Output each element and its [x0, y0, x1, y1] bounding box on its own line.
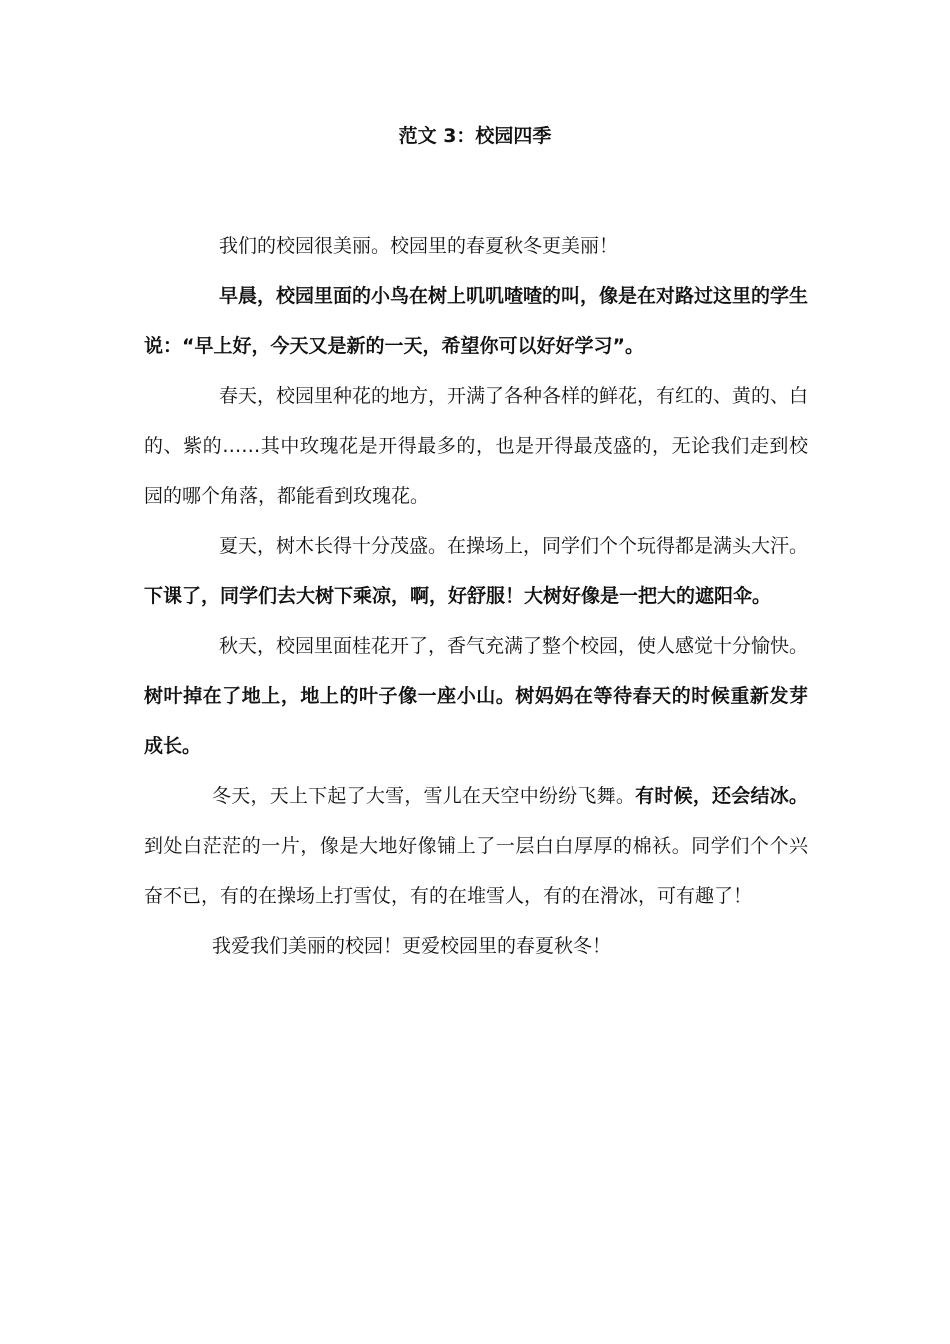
- text-segment: 我们的校园很美丽。校园里的春夏秋冬更美丽！: [219, 235, 619, 257]
- paragraph-autumn: [144, 621, 808, 771]
- paragraph-closing: [144, 921, 808, 971]
- text-segment-bold: 有时候，还会结冰。: [635, 785, 808, 807]
- text-segment-bold: 下课了，同学们去大树下乘凉，啊，好舒服！大树好像是一把大的遮阳伞。: [144, 585, 772, 607]
- paragraph-summer: [144, 521, 808, 621]
- paragraph-winter: [144, 771, 808, 921]
- text-segment: 早晨，校园里面的小鸟在树上叽叽喳喳的叫，像是在对路过这里的学生说：“早上好，今天又是新的一天，希望你可以好好学习”。: [144, 285, 809, 357]
- document-title: 范文 3：校园四季: [398, 125, 552, 147]
- text-segment: 夏天，树木长得十分茂盛。在操场上，同学们个个玩得都是满头大汗。: [219, 535, 809, 557]
- text-segment: 我爱我们美丽的校园！更爱校园里的春夏秋冬！: [212, 935, 612, 957]
- text-segment: 冬天，天上下起了大雪，雪儿在天空中纷纷飞舞。: [212, 785, 636, 807]
- essay-body: [144, 221, 808, 971]
- paragraph-morning: [144, 271, 808, 371]
- text-segment: 到处白茫茫的一片，像是大地好像铺上了一层白白厚厚的棉袄。同学们个个兴奋不已，有的在操场上打雪仗，有的在堆雪人，有的在滑冰，可有趣了！: [144, 835, 808, 907]
- paragraph-spring: [144, 371, 808, 521]
- paragraph-intro: [144, 221, 808, 271]
- text-segment: 春天，校园里种花的地方，开满了各种各样的鲜花，有红的、黄的、白的、紫的……其中玫瑰花是开得最多的，也是开得最茂盛的，无论我们走到校园的哪个角落，都能看到玫瑰花。: [144, 385, 809, 507]
- text-segment-bold: 树叶掉在了地上，地上的叶子像一座小山。树妈妈在等待春天的时候重新发芽成长。: [144, 685, 808, 757]
- text-segment: 秋天，校园里面桂花开了，香气充满了整个校园，使人感觉十分愉快。: [219, 635, 809, 657]
